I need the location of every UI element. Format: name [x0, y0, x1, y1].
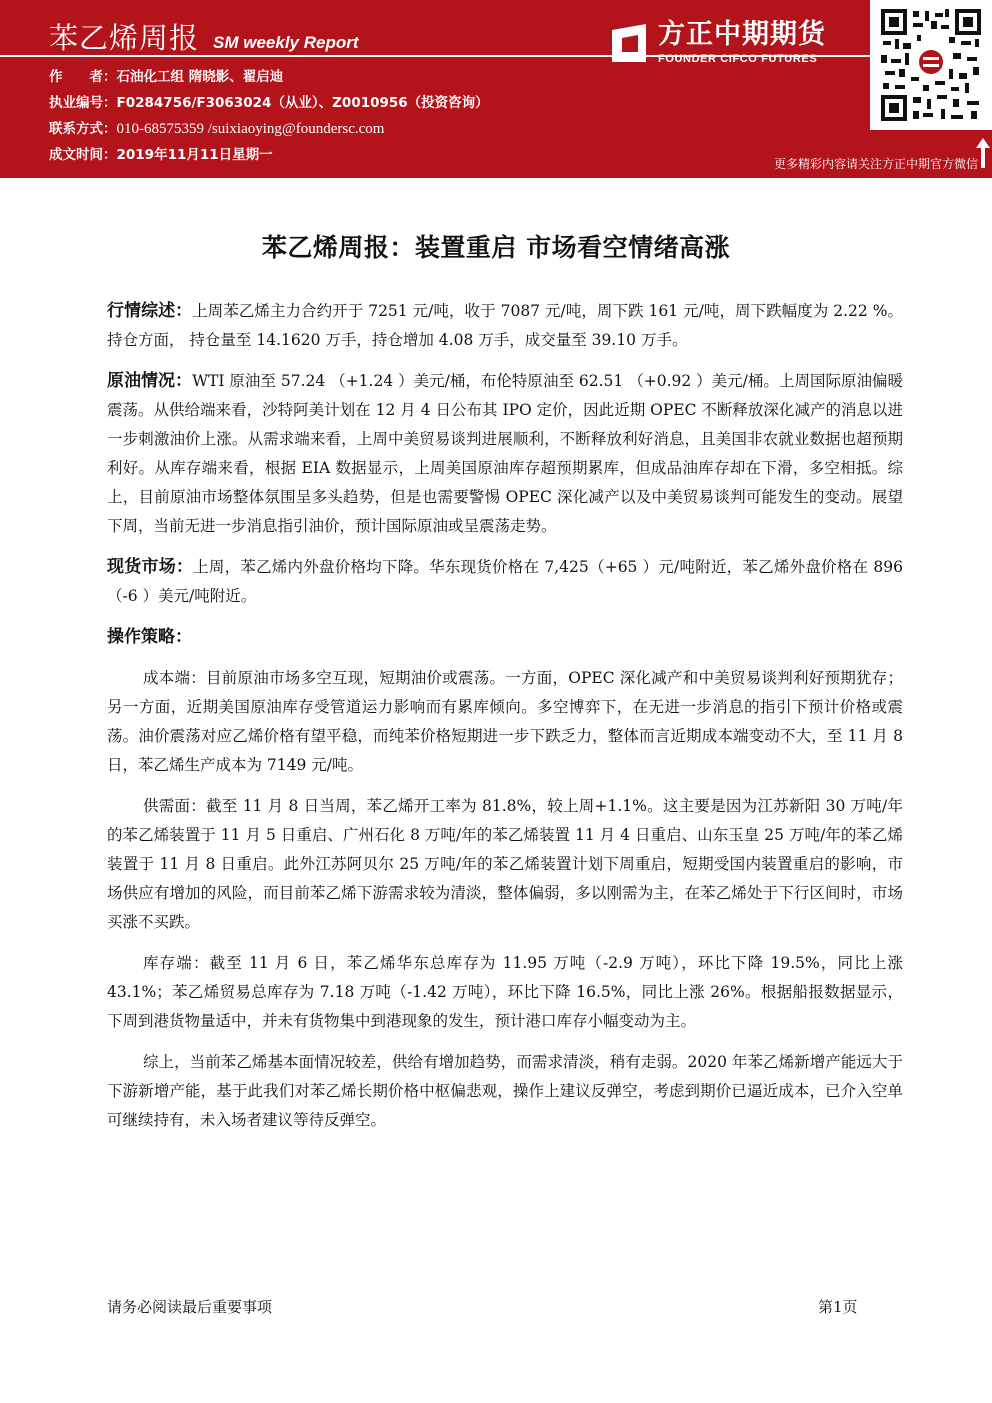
market-summary-label: 行情综述： — [107, 301, 193, 321]
up-arrow-icon — [976, 138, 990, 168]
spot-market-paragraph — [107, 553, 903, 611]
page-number: 第1页 — [818, 1298, 858, 1316]
spot-market-text: 上周，苯乙烯内外盘价格均下降。华东现货价格在 7,425（+65 ）元/吨附近，苯乙烯外盘价格在 896（-6 ）美元/吨附近。 — [107, 558, 903, 605]
report-header — [0, 0, 992, 178]
logo-name-en: FOUNDER CIFCO FUTURES — [658, 53, 818, 65]
meta-value: 2019年11月11日星期一 — [116, 147, 273, 163]
meta-value[interactable]: 010-68575359 /suixiaoying@foundersc.com — [116, 121, 385, 137]
strategy-conclusion-paragraph: 综上，当前苯乙烯基本面情况较差，供给有增加趋势，而需求清淡，稍有走弱。2020 年苯乙烯新增产能远大于下游新增产能，基于此我们对苯乙烯长期价格中枢偏悲观，操作上建议反弹空，考虑到期价已逼近成本，已介入空单可继续持有，未入场者建议等待反弹空。 — [107, 1053, 903, 1129]
meta-label: 执业编号： — [49, 95, 117, 111]
meta-date — [49, 142, 489, 168]
crude-oil-paragraph — [107, 367, 903, 541]
meta-label: 成文时间： — [49, 147, 117, 163]
report-body — [107, 297, 903, 1135]
qr-code-icon — [879, 7, 983, 123]
strategy-cost-paragraph: 成本端：目前原油市场多空互现，短期油价或震荡。一方面，OPEC 深化减产和中美贸易谈判利好预期犹存；另一方面，近期美国原油库存受管道运力影响而有累库倾向。多空博弈下，在无进一步消息的指引下预计价格或震荡。油价震荡对应乙烯价格有望平稳，而纯苯价格短期进一步下跌乏力，整体而言近期成本端变动不大，至 11 月 8 日，苯乙烯生产成本为 7149 元/吨。 — [107, 669, 903, 774]
meta-license — [49, 90, 489, 116]
footer-disclaimer: 请务必阅读最后重要事项 — [107, 1298, 273, 1316]
qr-code[interactable] — [870, 0, 992, 130]
logo-text — [658, 20, 826, 65]
crude-oil-text: WTI 原油至 57.24 （+1.24 ）美元/桶，布伦特原油至 62.51 （+0.92 ）美元/桶。上周国际原油偏暖震荡。从供给端来看，沙特阿美计划在 12 月 4 日公布其 IPO 定价，因此近期 OPEC 不断释放深化减产的消息以进一步刺激油价上涨。从需求端来看，上周中美贸易谈判进展顺利，不断释放利好消息，且美国非农就业数据也超预期利好。从库存端来看，根据 EIA 数据显示，上周美国原油库存超预期累库，但成品油库存却在下滑，多空相抵。综上，目前原油市场整体氛围呈多头趋势，但是也需要警惕 OPEC 深化减产以及中美贸易谈判可能发生的变动。展望下周，当前无进一步消息指引油价，预计国际原油或呈震荡走势。 — [107, 372, 904, 535]
spot-market-label: 现货市场： — [107, 557, 194, 577]
meta-value: F0284756/F3063024（从业）、Z0010956（投资咨询） — [116, 95, 489, 111]
follow-wechat-note: 更多精彩内容请关注方正中期官方微信 — [773, 157, 978, 171]
report-title-row — [49, 16, 359, 57]
strategy-supply-demand-paragraph: 供需面：截至 11 月 8 日当周，苯乙烯开工率为 81.8%，较上周+1.1%。这主要是因为江苏新阳 30 万吨/年的苯乙烯装置于 11 月 5 日重启、广州石化 8 万吨/年的苯乙烯装置 11 月 4 日重启、山东玉皇 25 万吨/年的苯乙烯装置于 11 月 8 日重启。此外江苏阿贝尔 25 万吨/年的苯乙烯装置计划下周重启，短期受国内装置重启的影响，市场供应有增加的风险，而目前苯乙烯下游需求较为清淡，整体偏弱，多以刚需为主，在苯乙烯处于下行区间时，市场买涨不买跌。 — [107, 797, 903, 931]
company-logo — [608, 20, 826, 65]
crude-oil-label: 原油情况： — [107, 371, 193, 391]
market-summary-text: 上周苯乙烯主力合约开于 7251 元/吨，收于 7087 元/吨，周下跌 161 元/吨，周下跌幅度为 2.22 %。持仓方面， 持仓量至 14.1620 万手，持仓增加 4.08 万手，成交量至 39.10 万手。 — [107, 302, 903, 349]
report-meta — [49, 64, 489, 168]
meta-authors — [49, 64, 489, 90]
market-summary-paragraph — [107, 297, 903, 355]
report-name-cn: 苯乙烯周报 — [49, 21, 200, 55]
strategy-heading: 操作策略： — [107, 627, 192, 647]
meta-value: 石油化工组 隋晓影、翟启迪 — [116, 69, 284, 85]
logo-name-cn: 方正中期期货 — [658, 19, 826, 50]
meta-label: 联系方式： — [49, 121, 117, 137]
meta-contact — [49, 116, 489, 142]
report-name-en: SM weekly Report — [213, 33, 359, 52]
document-title: 苯乙烯周报：装置重启 市场看空情绪高涨 — [261, 233, 731, 262]
founder-logo-icon — [608, 22, 650, 64]
meta-label: 作 者： — [49, 69, 117, 85]
strategy-inventory-paragraph: 库存端：截至 11 月 6 日，苯乙烯华东总库存为 11.95 万吨（-2.9 万吨），环比下降 19.5%，同比上涨 43.1%；苯乙烯贸易总库存为 7.18 万吨（-1.42 万吨），环比下降 16.5%，同比上涨 26%。根据船报数据显示，下周到港货物量适中，并未有货物集中到港现象的发生，预计港口库存小幅变动为主。 — [107, 954, 903, 1030]
